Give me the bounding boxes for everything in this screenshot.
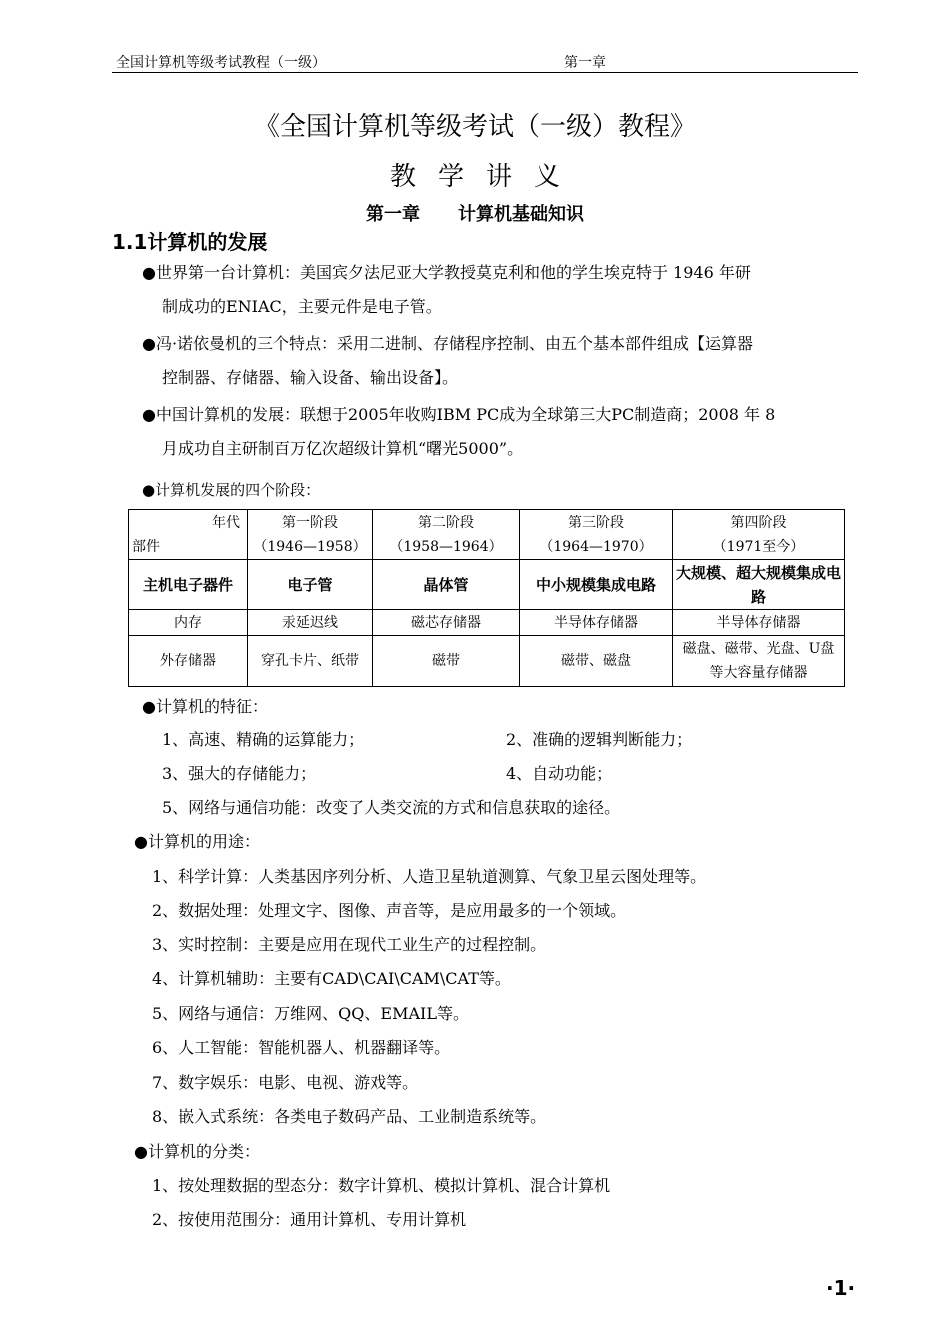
table-cell: 主机电子器件	[129, 560, 248, 610]
table-header-row	[129, 510, 845, 560]
bullet-line: 制成功的ENIAC，主要元件是电子管。	[162, 297, 442, 316]
list-item: 2、按使用范围分：通用计算机、专用计算机	[152, 1210, 467, 1229]
stage-years: （1971至今）	[712, 538, 805, 555]
bullet-line: 月成功自主研制百万亿次超级计算机“曙光5000”。	[162, 439, 524, 458]
chapter-title	[0, 200, 950, 226]
table-cell: 穿孔卡片、纸带	[248, 636, 373, 687]
header-chapter: 第一章	[564, 55, 606, 71]
table-row	[129, 636, 845, 687]
table-cell: 磁带	[373, 636, 520, 687]
bullet-line: ●中国计算机的发展：联想于2005年收购IBM PC成为全球第三大PC制造商；2008 年 8	[142, 405, 776, 424]
table-cell: 汞延迟线	[248, 610, 373, 636]
table-header-cell	[373, 510, 520, 560]
list-item: 2、数据处理：处理文字、图像、声音等，是应用最多的一个领域。	[152, 901, 627, 920]
table-header-cell	[520, 510, 673, 560]
page-header	[112, 52, 858, 73]
list-item: 2、准确的逻辑判断能力；	[506, 730, 693, 749]
stage-name: 第四阶段	[730, 514, 787, 531]
list-item: 8、嵌入式系统：各类电子数码产品、工业制造系统等。	[152, 1107, 547, 1126]
list-item: 6、人工智能：智能机器人、机器翻译等。	[152, 1038, 451, 1057]
table-cell: 磁盘、磁带、光盘、U盘等大容量存储器	[673, 636, 845, 687]
classification-heading: ●计算机的分类：	[134, 1142, 260, 1161]
table-cell: 内存	[129, 610, 248, 636]
features-heading: ●计算机的特征：	[142, 697, 268, 716]
bullet-von-neumann	[142, 327, 862, 395]
stage-years: （1946—1958）	[253, 538, 367, 555]
stage-years: （1958—1964）	[389, 538, 503, 555]
list-item: 1、高速、精确的运算能力；	[162, 730, 365, 749]
stage-name: 第三阶段	[568, 514, 624, 531]
table-cell: 外存储器	[129, 636, 248, 687]
table-cell: 电子管	[248, 560, 373, 610]
bullet-first-computer	[142, 256, 862, 324]
table-corner-cell	[129, 510, 248, 560]
table-row	[129, 610, 845, 636]
chapter-number: 第一章	[366, 204, 420, 225]
uses-heading: ●计算机的用途：	[134, 832, 260, 851]
chapter-name: 计算机基础知识	[458, 204, 584, 225]
table-cell: 磁芯存储器	[373, 610, 520, 636]
list-item: 1、科学计算：人类基因序列分析、人造卫星轨道测算、气象卫星云图处理等。	[152, 867, 707, 886]
stage-name: 第二阶段	[418, 514, 474, 531]
table-row	[129, 560, 845, 610]
bullet-line: ●冯·诺依曼机的三个特点：采用二进制、存储程序控制、由五个基本部件组成【运算器	[142, 334, 754, 353]
table-cell: 大规模、超大规模集成电路	[673, 560, 845, 610]
corner-label-parts: 部件	[132, 538, 160, 555]
table-cell: 半导体存储器	[520, 610, 673, 636]
page-number: ·1·	[826, 1276, 856, 1300]
section-heading: 1.1计算机的发展	[112, 230, 268, 254]
list-item: 3、实时控制：主要是应用在现代工业生产的过程控制。	[152, 935, 547, 954]
list-item: 5、网络与通信功能：改变了人类交流的方式和信息获取的途径。	[162, 798, 621, 817]
header-book-title: 全国计算机等级考试教程（一级）	[116, 55, 326, 71]
table-header-cell	[248, 510, 373, 560]
stages-table	[128, 509, 845, 687]
table-cell: 晶体管	[373, 560, 520, 610]
bullet-line: ●世界第一台计算机：美国宾夕法尼亚大学教授莫克利和他的学生埃克特于 1946 年研	[142, 263, 751, 282]
stages-heading: ●计算机发展的四个阶段：	[142, 481, 321, 499]
table-cell: 半导体存储器	[673, 610, 845, 636]
list-item: 4、计算机辅助：主要有CAD\CAI\CAM\CAT等。	[152, 969, 511, 988]
table-header-cell	[673, 510, 845, 560]
table-cell: 中小规模集成电路	[520, 560, 673, 610]
list-item: 4、自动功能；	[506, 764, 613, 783]
bullet-china-development	[142, 398, 862, 466]
stage-name: 第一阶段	[282, 514, 338, 531]
table-cell: 磁带、磁盘	[520, 636, 673, 687]
list-item: 5、网络与通信：万维网、QQ、EMAIL等。	[152, 1004, 469, 1023]
list-item: 1、按处理数据的型态分：数字计算机、模拟计算机、混合计算机	[152, 1176, 611, 1195]
corner-label-years: 年代	[212, 514, 240, 531]
stage-years: （1964—1970）	[539, 538, 653, 555]
list-item: 7、数字娱乐：电影、电视、游戏等。	[152, 1073, 419, 1092]
document-subtitle: 教学讲义	[389, 162, 582, 192]
list-item: 3、强大的存储能力；	[162, 764, 317, 783]
bullet-line: 控制器、存储器、输入设备、输出设备】。	[162, 368, 459, 387]
document-title: 《全国计算机等级考试（一级）教程》	[253, 112, 696, 142]
